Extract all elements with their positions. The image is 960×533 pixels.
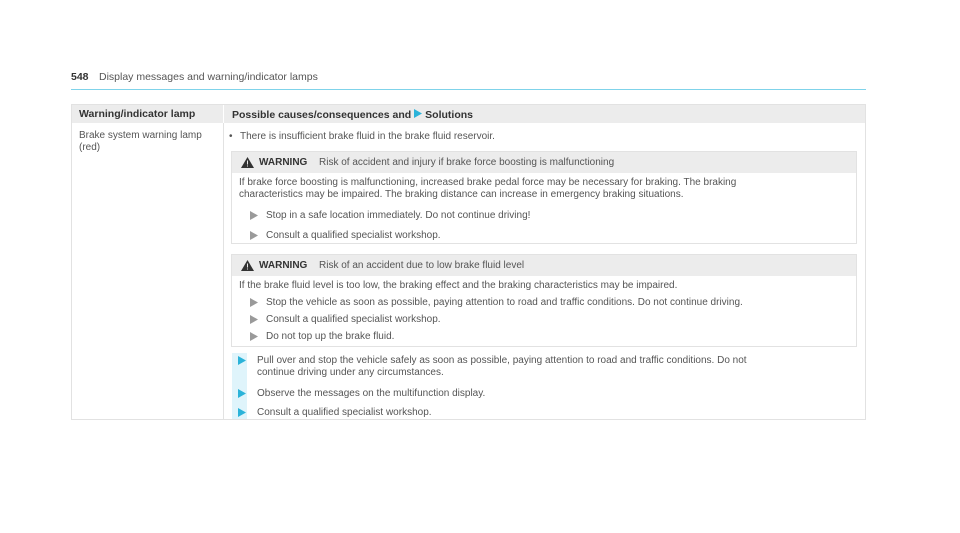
warning-label: WARNING bbox=[259, 157, 308, 168]
solution-step-text: Observe the messages on the multifunction display. bbox=[257, 388, 486, 399]
warning-label: WARNING bbox=[259, 260, 308, 271]
warning-step-text: Consult a qualified specialist workshop. bbox=[266, 314, 441, 325]
arrow-right-icon bbox=[250, 315, 258, 324]
table-header-row bbox=[72, 105, 865, 123]
page-header-title: Display messages and warning/indicator lamps bbox=[99, 71, 318, 83]
warning-body bbox=[239, 280, 849, 292]
arrow-right-icon bbox=[238, 389, 246, 398]
page-header bbox=[71, 70, 866, 90]
header-divider bbox=[223, 105, 224, 123]
bullet-icon: • bbox=[229, 131, 233, 142]
warning-box-header bbox=[232, 152, 856, 173]
solution-step-text: continue driving under any circumstances. bbox=[257, 367, 444, 378]
lamp-name-line1: Brake system warning lamp bbox=[79, 130, 202, 141]
arrow-right-icon bbox=[414, 109, 422, 121]
warning-title: Risk of accident and injury if brake force boosting is malfunctioning bbox=[319, 157, 615, 168]
warning-body-line1: If brake force boosting is malfunctioning, increased brake pedal force may be necessary for braking. The braking bbox=[239, 177, 737, 188]
warning-box-brake-force-boosting bbox=[231, 151, 857, 244]
arrow-right-icon bbox=[250, 211, 258, 220]
warning-step-text: Stop the vehicle as soon as possible, paying attention to road and traffic conditions. Do not continue driving. bbox=[266, 297, 743, 308]
lamp-name-line2: (red) bbox=[79, 142, 101, 153]
arrow-right-icon bbox=[238, 356, 246, 365]
warning-box-low-brake-fluid bbox=[231, 254, 857, 347]
col2-header bbox=[232, 109, 473, 121]
solution-step-text: Consult a qualified specialist workshop. bbox=[257, 407, 432, 418]
cause-text: There is insufficient brake fluid in the brake fluid reservoir. bbox=[240, 131, 495, 142]
column-divider bbox=[223, 123, 224, 419]
col2-header-suffix: Solutions bbox=[425, 109, 474, 121]
lamp-name-cell bbox=[79, 130, 219, 154]
warning-step-text: Consult a qualified specialist workshop. bbox=[266, 230, 441, 241]
arrow-right-icon bbox=[250, 231, 258, 240]
warning-box-header bbox=[232, 255, 856, 276]
warning-step-text: Do not top up the brake fluid. bbox=[266, 331, 395, 342]
arrow-right-icon bbox=[250, 332, 258, 341]
page-number: 548 bbox=[71, 71, 89, 83]
warning-lamp-table bbox=[71, 104, 866, 420]
warning-body-line2: characteristics may be impaired. The braking distance can increase in emergency braking situations. bbox=[239, 189, 684, 200]
solution-step-text: Pull over and stop the vehicle safely as soon as possible, paying attention to road and traffic conditions. Do not bbox=[257, 355, 747, 366]
warning-title: Risk of an accident due to low brake fluid level bbox=[319, 260, 525, 271]
arrow-right-icon bbox=[250, 298, 258, 307]
col2-header-prefix: Possible causes/consequences and bbox=[232, 109, 412, 121]
warning-body bbox=[239, 177, 849, 201]
warning-step-text: Stop in a safe location immediately. Do not continue driving! bbox=[266, 210, 531, 221]
arrow-right-icon bbox=[238, 408, 246, 417]
warning-triangle-icon bbox=[241, 260, 254, 271]
warning-triangle-icon bbox=[241, 157, 254, 168]
warning-body-line1: If the brake fluid level is too low, the braking effect and the braking characteristics may be impaired. bbox=[239, 280, 678, 291]
col1-header: Warning/indicator lamp bbox=[79, 108, 196, 120]
